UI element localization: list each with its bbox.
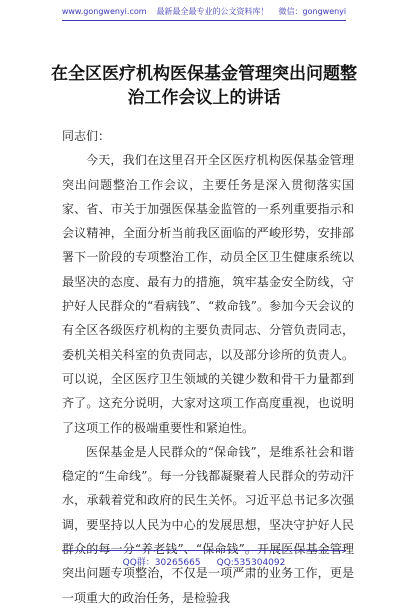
document-body [62, 124, 354, 610]
paragraph-1: 今天，我们在这里召开全区医疗机构医保基金管理突出问题整治工作会议，主要任务是深入贯彻落实国家、省、市关于加强医保基金监管的一系列重要指示和会议精神，全面分析当前我区面临的严峻形势，安排部署下一阶段的专项整治工作，动员全区卫生健康系统以最坚决的态度、最有力的措施，筑牢基金安全防线，守护好人民群众的“看病钱”、“救命钱”。参加今天会议的有全区各级医疗机构的主要负责同志、分管负责同志，委机关相关科室的负责同志，以及部分诊所的负责人。可以说，全区医疗卫生领域的关键少数和骨干力量都到齐了。这充分说明，大家对这项工作高度重视，也说明了这项工作的极端重要性和紧迫性。 [62, 153, 354, 435]
header-slogan: 最新最全最专业的公文资料库！ [156, 7, 269, 16]
page-header [0, 6, 408, 17]
header-wechat: 微信：gongwenyi [278, 7, 347, 16]
footer-divider [62, 550, 346, 551]
title-line-1: 在全区医疗机构医保基金管理突出问题整 [51, 64, 357, 84]
title-line-2: 治工作会议上的讲话 [127, 88, 281, 108]
header-website[interactable]: www.gongwenyi.com [61, 7, 147, 16]
footer-qq-group: QQ群：30265665 [122, 558, 201, 568]
page-footer [0, 555, 408, 568]
paragraph-2: 医保基金是人民群众的“保命钱”，是维系社会和谐稳定的“生命线”。每一分钱都凝聚着人民群众的劳动汗水，承载着党和政府的民生关怀。习近平总书记多次强调，要坚持以人民为中心的发展思想，坚决守护好人民群众的每一分“养老钱”、“保命钱”。开展医保基金管理突出问题专项整治，不仅是一项严肃的业务工作，更是一项重大的政治任务，是检验我 [62, 444, 354, 605]
document-title [40, 62, 368, 110]
footer-qq: QQ:535304092 [216, 558, 286, 568]
salutation: 同志们： [62, 129, 111, 143]
header-divider [62, 20, 346, 21]
